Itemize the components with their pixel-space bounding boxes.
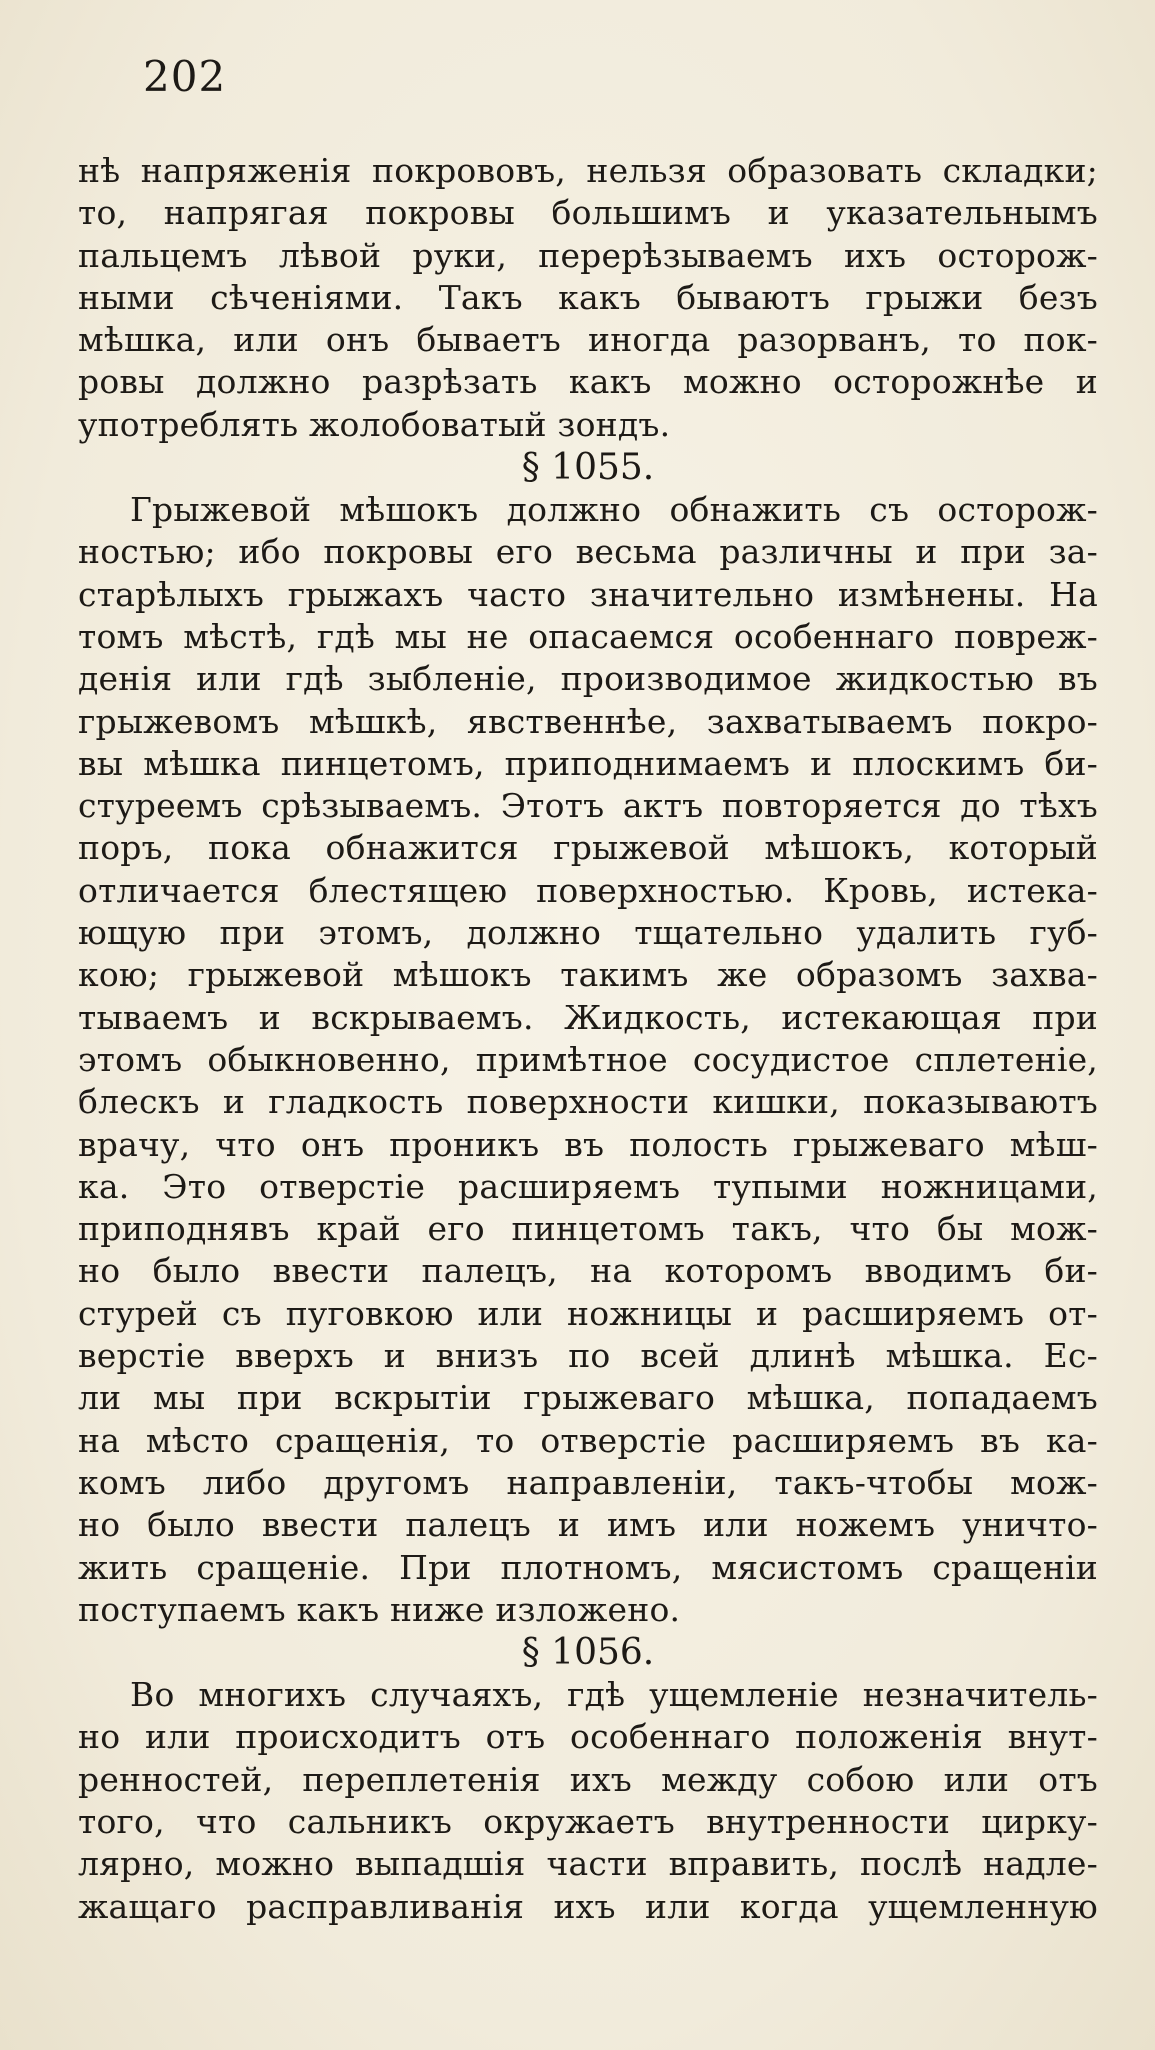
text-line: ли мы при вскрытіи грыжеваго мѣшка, попадаемъ [78,1378,1098,1418]
text-line: приподнявъ край его пинцетомъ такъ, что бы мож- [78,1209,1098,1249]
text-line: этомъ обыкновенно, примѣтное сосудистое сплетеніе, [78,1039,1098,1079]
text-line: поступаемъ какъ ниже изложено. [78,1589,681,1629]
text-line: ка. Это отверстіе расширяемъ тупыми ножницами, [78,1166,1098,1206]
text-line: но или происходитъ отъ особеннаго положенія внут- [78,1717,1098,1757]
text-line: верстіе вверхъ и внизъ по всей длинѣ мѣшка. Ес- [78,1336,1098,1376]
text-line: старѣлыхъ грыжахъ часто значительно измѣнены. На [78,574,1098,614]
text-line: отличается блестящею поверхностью. Кровь, истека- [78,870,1098,910]
text-line: ностью; ибо покровы его весьма различны и при за- [78,532,1098,572]
text-line: но было ввести палецъ, на которомъ вводимъ би- [78,1251,1098,1291]
text-line: блескъ и гладкость поверхности кишки, показываютъ [78,1082,1098,1122]
text-line: но было ввести палецъ и имъ или ножемъ уничто- [78,1505,1098,1545]
section-heading-1055: § 1055. [521,447,655,489]
text-line: врачу, что онъ проникъ въ полость грыжеваго мѣш- [78,1124,1098,1164]
text-line: жить сращеніе. При плотномъ, мясистомъ сращеніи [78,1547,1098,1587]
text-line: на мѣсто сращенія, то отверстіе расширяемъ въ ка- [78,1420,1098,1460]
page-number: 202 [143,52,227,101]
text-line: стурей съ пуговкою или ножницы и расширяемъ от- [78,1293,1098,1333]
text-line: кою; грыжевой мѣшокъ такимъ же образомъ захва- [78,955,1098,995]
body-text [78,150,1098,1928]
text-line: грыжевомъ мѣшкѣ, явственнѣе, захватываемъ покро- [78,701,1098,741]
text-line: тываемъ и вскрываемъ. Жидкость, истекающая при [78,997,1098,1037]
section-heading-1056: § 1056. [521,1632,655,1674]
text-line: жащаго расправливанія ихъ или когда ущемленную [78,1886,1098,1926]
text-line: комъ либо другомъ направленіи, такъ-чтобы мож- [78,1462,1098,1502]
paragraph-3 [78,1674,1098,1928]
text-line: пальцемъ лѣвой руки, перерѣзываемъ ихъ осторож- [78,235,1098,275]
text-line: мѣшка, или онъ бываетъ иногда разорванъ, то пок- [78,320,1098,360]
text-line: поръ, пока обнажится грыжевой мѣшокъ, который [78,828,1098,868]
text-line: употреблять жолобоватый зондъ. [78,404,671,444]
text-line: того, что сальникъ окружаетъ внутренности цирку- [78,1801,1098,1841]
text-line: ющую при этомъ, должно тщательно удалить губ- [78,913,1098,953]
text-line: ными сѣченіями. Такъ какъ бываютъ грыжи безъ [78,277,1098,317]
paragraph-1 [78,150,1098,446]
text-line: то, напрягая покровы большимъ и указательнымъ [78,193,1098,233]
text-line: ренностей, переплетенія ихъ между собою или отъ [78,1759,1098,1799]
text-line: ровы должно разрѣзать какъ можно осторожнѣе и [78,362,1098,402]
text-line: денія или гдѣ зыбленіе, производимое жидкостью въ [78,659,1098,699]
text-line: Грыжевой мѣшокъ должно обнажить съ осторож- [130,490,1098,530]
text-line: Во многихъ случаяхъ, гдѣ ущемленіе незначитель- [130,1675,1098,1715]
text-line: лярно, можно выпадшія части вправить, послѣ надле- [78,1844,1098,1884]
text-line: стуреемъ срѣзываемъ. Этотъ актъ повторяется до тѣхъ [78,786,1098,826]
paragraph-2 [78,489,1098,1631]
text-line: томъ мѣстѣ, гдѣ мы не опасаемся особеннаго повреж- [78,616,1098,656]
text-line: нѣ напряженія покрововъ, нельзя образовать складки; [78,151,1098,190]
text-line: вы мѣшка пинцетомъ, приподнимаемъ и плоскимъ би- [78,743,1098,783]
